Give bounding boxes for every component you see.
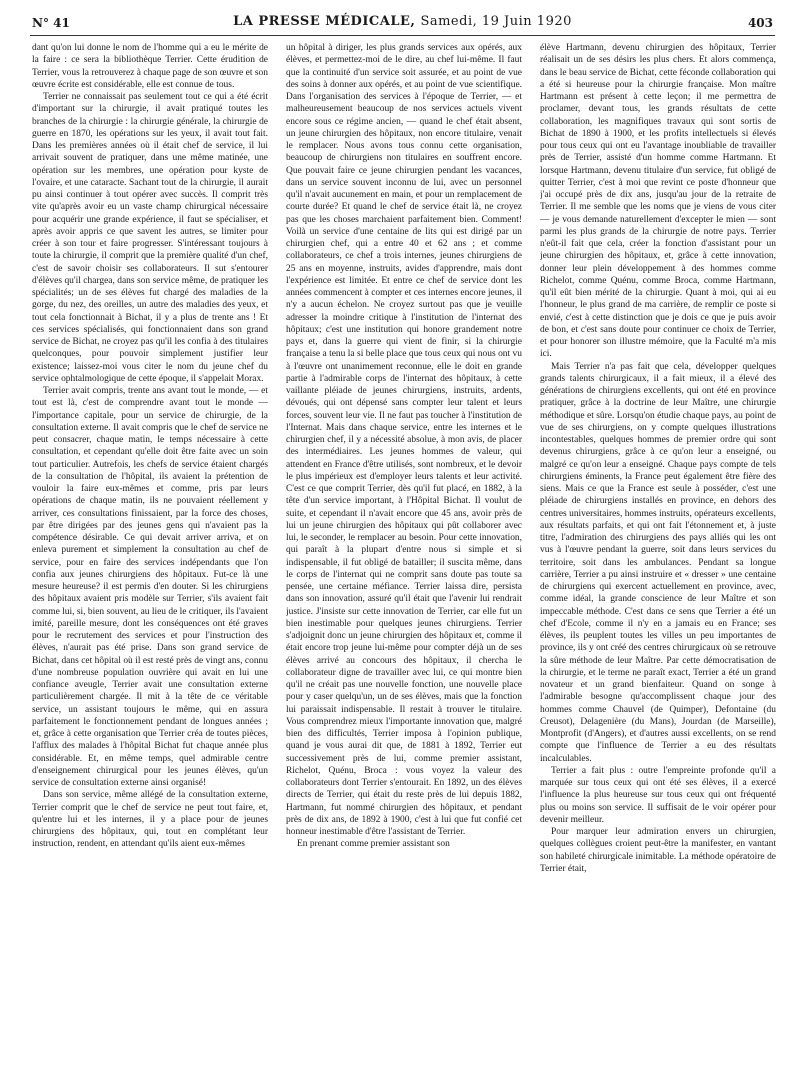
paragraph: Terrier a fait plus : outre l'empreinte profonde qu'il a marquée sur tous ceux qui ont été ses élèves, il a exercé l'influence la plus heureuse sur tous ceux qui ont fréquenté plus ou moins son service. Il suffisait de le voir opérer pour devenir meilleur.: [540, 765, 776, 825]
paragraph: Dans son service, même allégé de la consultation externe, Terrier comprit que le chef de service ne peut tout faire, et, qu'entre lui et les internes, il y a place pour de jeunes chirurgiens des hôpitaux, qui, tout en complétant leur instruction, rendent, en attendant qu'ils aient eux-mêmes: [32, 790, 268, 850]
paragraph: En prenant comme premier assistant son: [297, 839, 450, 850]
journal-masthead: [20, 14, 785, 29]
paragraph: Terrier avait compris, trente ans avant tout le monde, — et tout est là, c'est de comprendre avant tout le monde — l'importance capitale, pour un service de chirurgie, de la consultation externe. Il avait compris que le chef de service ne peut consacrer, chaque matin, le temps nécessaire à cette consultation, et cependant qu'elle doit être faite avec un soin tout particulier. Autrefois, les chefs de service étaient chargés de la consultation de l'hôpital, ils avaient la prétention de vouloir la faire eux-mêmes et comme, pris par leurs opérations de chaque matin, ils ne pouvaient réellement y arriver, ces consultations finissaient, par la force des choses, par être dirigées par des jeunes gens qui n'avaient pas la compétence désirable. Ce qui devait arriver arriva, et on enleva purement et simplement la consultation au chef de service, pour en faire des services indépendants que l'on confia aux jeunes chirurgiens des hôpitaux. Fut-ce là une mesure heureuse? il est permis d'en douter. Si les chirurgiens des hôpitaux avaient pris modèle sur Terrier, s'ils avaient fait comme lui, si, bien souvent, au lieu de le critiquer, ils l'avaient imité, pareille mesure, dont les conséquences ont été graves pour le recrutement des services et pour l'instruction des élèves, n'aurait pas été prise. Dans son grand service de Bichat, dans cet hôpital où il est resté près de vingt ans, connu d'une nombreuse population ouvrière qui avait en lui une confiance aveugle, Terrier avait une consultation externe particulièrement chargée. Il mit à la tête de ce véritable service, un assistant toujours le même, qui en assura parfaitement le fonctionnement pendant de longues années ; et, grâce à cette organisation que Terrier créa de toutes pièces, l'afflux des malades à l'hôpital Bichat fut chaque année plus considérable. Et, en même temps, quel admirable centre d'enseignement chirurgical pour les jeunes élèves, qu'un service de consultation externe ainsi organisé!: [32, 386, 268, 788]
text-columns: [32, 42, 777, 1072]
header-rule: [30, 35, 775, 36]
page-header: [20, 10, 785, 36]
paragraph: Mais Terrier n'a pas fait que cela, développer quelques grands talents chirurgicaux, il a fait mieux, il a élevé des générations de chirurgiens excellents, qui ont été en province pratiquer, grâce à la doctrine de leur Maître, une chirurgie méthodique et sûre. Lorsqu'on étudie chaque pays, au point de vue de ses chirurgiens, on y compte quelques illustrations incontestables, quelques hommes de premier ordre qui sont devenus chirurgiens, grâce à ce qu'on leur a enseigné, ou malgré ce qu'on leur a enseigné. Chaque pays compte de tels chirurgiens éminents, la France peut également être fière des siens. Mais ce que la France est seule à posséder, c'est une pléiade de chirurgiens installés en province, en dehors des centres universitaires, hommes instruits, opérateurs excellents, aux résultats parfaits, et qui ont fait l'étonnement et, à juste titre, l'admiration des chirurgiens des pays alliés qui les ont vus à l'œuvre pendant la guerre, soit dans leurs services du territoire, soit dans les ambulances. Pendant sa longue carrière, Terrier a pu ainsi instruire et « dresser » une centaine de chirurgiens qui exercent actuellement en province, avec, comme idéal, la grande conscience de leur Maître et son impeccable méthode. C'est dans ce sens que Terrier a été un chef d'Ecole, comme il n'y en a jamais eu en France; ses élèves, ils peuplent toutes les villes un peu importantes de province, ils y ont créé des centres chirurgicaux où se retrouve la sûre méthode de leur Maître. Par cette démocratisation de la chirurgie, et le terme ne paraît exact, Terrier a été un grand novateur et un grand bienfaiteur. Quand on songe à l'admirable besogne qu'accomplissent chaque jour des hommes comme Chauvel (de Quimper), Defontaine (du Creusot), Delagenière (du Mans), Jourdan (de Marseille), Montprofit (d'Angers), et d'autres aussi excellents, on se rend compte que l'influence de Terrier a eu des résultats incalculables.: [540, 361, 776, 764]
paragraph: élève Hartmann, devenu chirurgien des hôpitaux, Terrier réalisait un de ses désirs les plus chers. Et alors commença, dans le beau service de Bichat, cette féconde collaboration qui a été si heureuse pour la chirurgie française. Mon maître Hartmann est présent à cette leçon; il me permettra de proclamer, devant tous, les grands résultats de cette collaboration, les magnifiques travaux qui sont sortis de Bichat de 1890 à 1900, et les profits intellectuels si élevés pour tous ceux qui ont eu l'avantage inoubliable de travailler près de Terrier, assisté d'un homme comme Hartmann. Et lorsque Hartmann, devenu titulaire d'un service, fut obligé de quitter Terrier, c'est à moi que revint ce poste d'honneur que j'ai occupé près de dix ans, jusqu'au jour de la retraite de Terrier. Il me semble que les noms que je viens de vous citer — je vous demande naturellement d'excepter le mien — sont parmi les plus grands de la chirurgie de notre pays. Terrier n'eût-il fait que cela, créer la fonction d'assistant pour un jeune chirurgien des hôpitaux, et, grâce à cette innovation, donner leur plein développement à des hommes comme Richelot, comme Quénu, comme Broca, comme Hartmann, qu'il eût bien mérité de la chirurgie. Quant à moi, qui ai eu l'honneur, le plus grand de ma carrière, de remplir ce poste si envié, c'est à cette distinction que je dois ce que je puis avoir de bon, et c'est sans doute pour continuer ce choix de Terrier, et pour honorer son illustre mémoire, que la Faculté m'a mis ici.: [540, 43, 776, 360]
paragraph: Terrier ne connaissait pas seulement tout ce qui a été écrit d'important sur la chirurgie, il avait pratiqué toutes les branches de la chirurgie : la chirurgie générale, la chirurgie de guerre en 1870, les opérations sur les yeux, il avait tout fait. Dans les premières années où il était chef de service, il lui arrivait souvent de pratiquer, dans une même matinée, une opération sur les membres, une opération pour kyste de l'ovaire, et une cataracte. Sachant tout de la chirurgie, il aurait pu ainsi continuer à tout opérer avec succès. Il comprit très vite qu'après avoir eu un vaste champ chirurgical nécessaire pour acquérir une grande expérience, il faut se spécialiser, et après avoir appris ce que savent les autres, se limiter pour créer à son tour et faire progresser. S'intéressant toujours à toute la chirurgie, il comprit que la première qualité d'un chef, c'est de savoir choisir ses collaborateurs. Il sut s'entourer d'élèves qu'il chargea, dans son service même, de pratiquer les spécialités; un de ses élèves fut chargé des maladies de la gorge, du nez, des oreilles, un autre des maladies des yeux, et tout cela fonctionnait à Bichat, il y a plus de trente ans ! Et ces services spécialisés, qui fonctionnaient dans son grand service de Bichat, ne croyez pas qu'il les confia à des titulaires quelconques, pour pouvoir simplement justifier leur existence; laissez-moi vous citer le nom du jeune chef du service ophtalmologique de cette époque, il s'appelait Morax.: [32, 92, 268, 384]
column-3: [540, 42, 776, 1072]
journal-title: LA PRESSE MÉDICALE,: [233, 14, 416, 29]
newspaper-page: [20, 10, 785, 1074]
paragraph: dant qu'on lui donne le nom de l'homme qui a eu le mérite de la faire : ce sera la bibliothèque Terrier. Cette érudition de Terrier, vous la retrouverez à chaque page de son œuvre et son œuvre écrite est considérable, elle est connue de tous.: [32, 43, 268, 90]
column-2: [286, 42, 522, 1072]
issue-date: Samedi, 19 Juin 1920: [420, 14, 572, 29]
page-number: 403: [747, 16, 773, 30]
issue-number: N° 41: [32, 16, 70, 30]
paragraph: un hôpital à diriger, les plus grands services aux opérés, aux élèves, et permettez-moi de le dire, au chef lui-même. Il faut que la continuité d'un service soit assurée, et au point de vue des soins à donner aux opérés, et au point de vue scientifique. Dans l'organisation des services à l'époque de Terrier, — et malheureusement beaucoup de nos services actuels vivent encore sous ce régime ancien, — quand le chef était absent, un jeune chirurgien des hôpitaux, non encore titulaire, venait le remplacer. Nous avons tous connu cette organisation, beaucoup de chirurgiens non titulaires en souffrent encore. Que pouvait faire ce jeune chirurgien pendant les vacances, dans un service souvent inconnu de lui, avec un personnel qu'il n'avait aucunement en main, et pour un remplacement de courte durée? Et quand le chef de service était là, ne croyez pas que les choses marchaient parfaitement bien. Comment! Voilà un service d'une centaine de lits qui est dirigé par un chirurgien chef, qui a entre 40 et 62 ans ; et comme collaborateurs, ce chef a trois internes, jeunes chirurgiens de 25 ans en moyenne, instruits, avides d'apprendre, mais dont l'expérience est limitée. Et entre ce chef de service dont les années commencent à compter et ces internes encore jeunes, il n'y a aucun échelon. Ne croyez surtout pas que je veuille adresser la moindre critique à l'institution de l'internat des hôpitaux; c'est une institution qui honore grandement notre pays et, dans la guerre qui vient de finir, si la chirurgie française a tenu la si belle place que tous ceux qui nous ont vu à l'œuvre ont unanimement reconnue, elle le doit en grande partie à l'admirable corps de l'internat des hôpitaux, à cette vaillante pléiade de jeunes chirurgiens, instruits, ardents, dévoués, qui ont dépensé sans compter leur talent et leurs forces, souvent leur vie. Il ne faut pas toucher à l'institution de l'Internat. Mais dans chaque service, entre les internes et le chirurgien chef, il y a nécessité absolue, à mon avis, de placer des intermédiaires. Les jeunes hommes de valeur, qui attendent en France d'être utilisés, sont nombreux, et le devoir le plus impérieux est d'employer leurs talents et leur activité. C'est ce que comprit Terrier, dès qu'il fut placé, en 1882, à la tête d'un service important, à l'Hôpital Bichat. Il voulut de suite, et cependant il n'avait encore que 45 ans, avoir près de lui un jeune chirurgien des hôpitaux qui pût collaborer avec lui, le seconder, le remplacer au besoin. Pour cette innovation, qui paraît à la plupart d'entre nous si simple et si indispensable, il fut obligé de batailler; il suscita même, dans le corps de l'internat qui ne comprit sans doute pas toute sa pensée, une certaine méfiance. Terrier laissa dire, persista dans son innovation, assuré qu'il était que l'avenir lui rendrait justice. J'insiste sur cette innovation de Terrier, car elle fut un bien inestimable pour quelques jeunes chirurgiens. Terrier s'adjoignit donc un jeune chirurgien des hôpitaux et, comme il était encore trop jeune lui-même pour compter déjà un de ses élèves arrivé au concours des hôpitaux, il chercha le collaborateur digne de travailler avec lui, ce qui montre bien qu'il ne créait pas une nouvelle fonction, une nouvelle place pour y caser quelqu'un, un de ses élèves, mais que la fonction lui paraissait indispensable. Il restait à trouver le titulaire. Vous comprendrez mieux l'importante innovation que, malgré bien des difficultés, Terrier imposa à l'opinion publique, quand je vous aurai dit que, de 1881 à 1892, Terrier eut successivement près de lui, comme premier assistant, Richelot, Quénu, Broca : vous voyez la valeur des collaborateurs dont Terrier s'entourait. En 1892, un des élèves directs de Terrier, qui était du reste près de lui depuis 1882, Hartmann, fut nommé chirurgien des hôpitaux, et pendant près de dix ans, de 1892 à 1900, c'est à lui que fut confié cet honneur inestimable d'être l'assistant de Terrier.: [286, 43, 522, 837]
column-1: [32, 42, 268, 1072]
paragraph: Pour marquer leur admiration envers un chirurgien, quelques collègues croient peut-être la manifester, en vantant son habileté chirurgicale inimitable. La méthode opératoire de Terrier était,: [540, 827, 776, 874]
